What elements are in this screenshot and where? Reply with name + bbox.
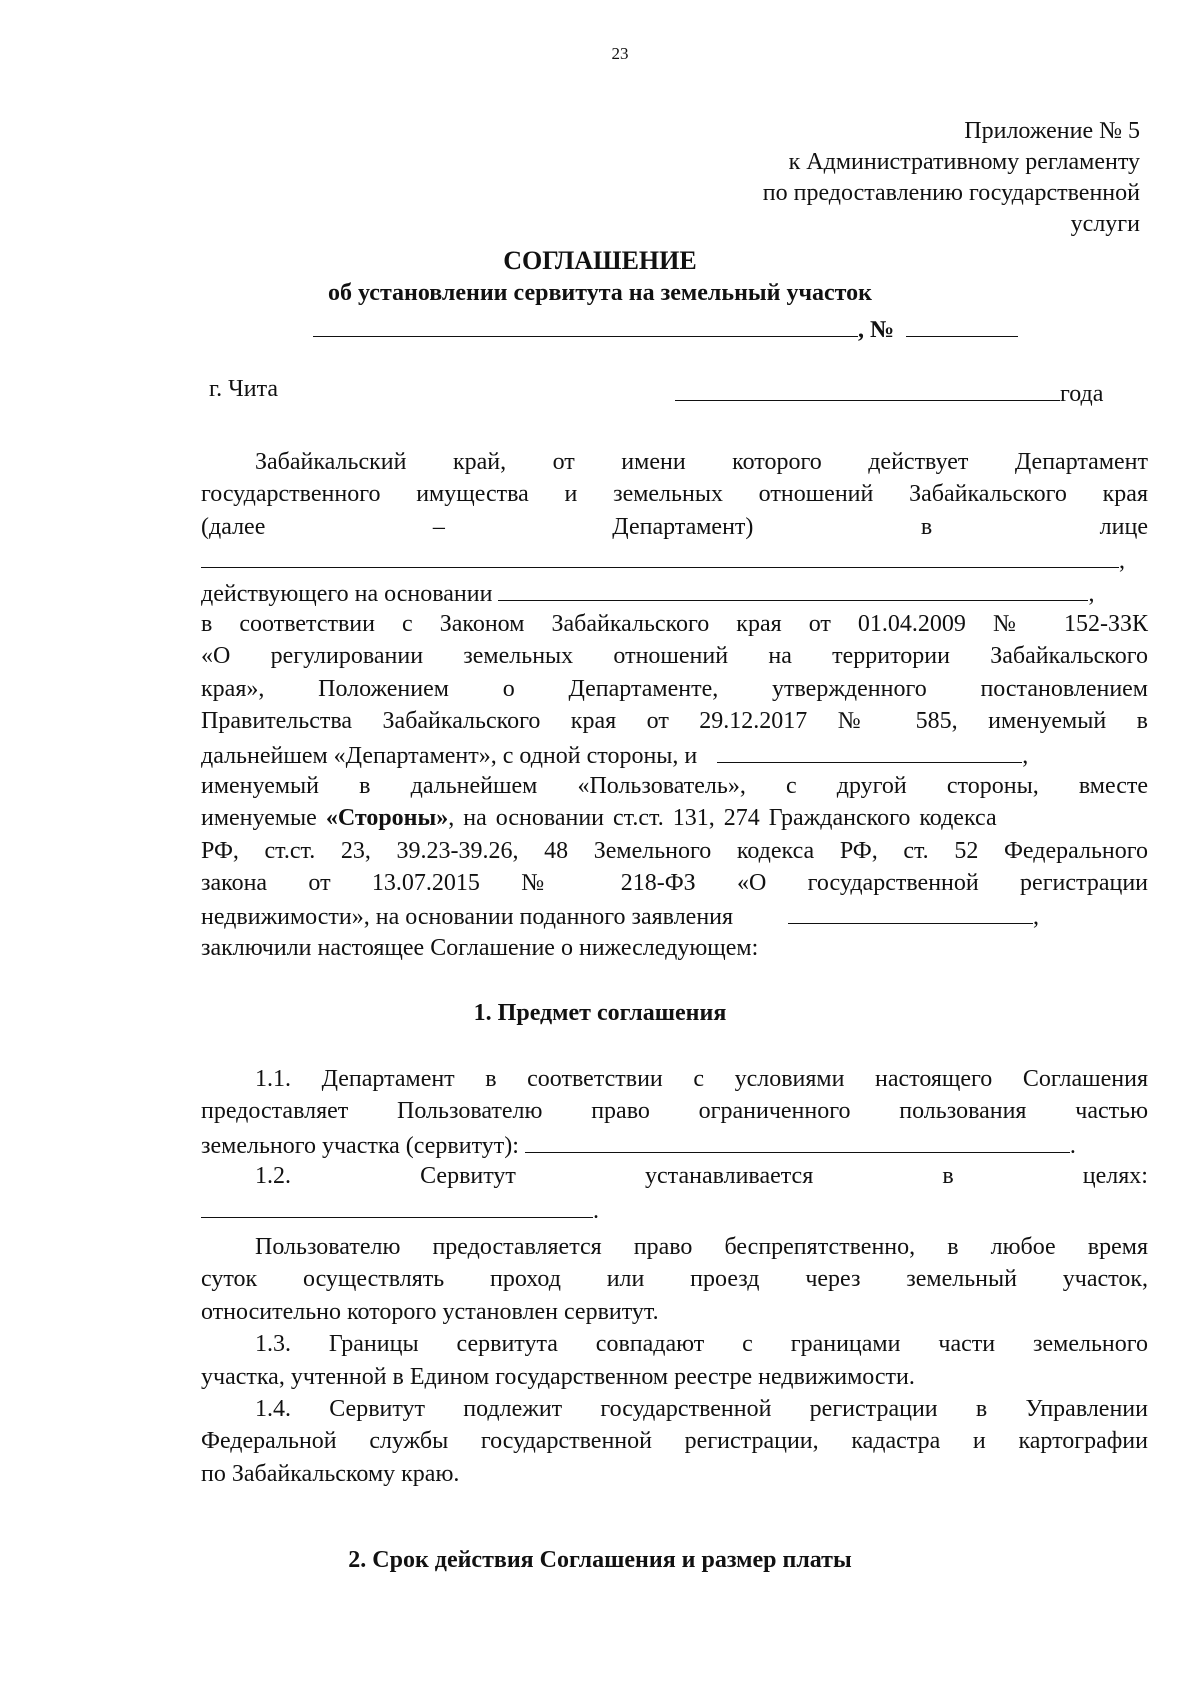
appendix-line-1: Приложение № 5 (964, 118, 1140, 144)
basis-line (201, 576, 1148, 608)
comma: , (1033, 904, 1040, 931)
clause-line: 1.3. Границы сервитута совпадают с границами части земельного (255, 1331, 1148, 1358)
document-title: СОГЛАШЕНИЕ (503, 246, 697, 275)
clause-line: относительно которого установлен сервитут. (201, 1298, 659, 1325)
preamble-line: именуемый в дальнейшем «Пользователь», с другой стороны, вместе (201, 772, 1148, 799)
word: Департамент) (612, 513, 754, 540)
preamble-line: края», Положением о Департаменте, утвержденного постановлением (201, 675, 1148, 702)
representative-blank[interactable] (201, 543, 1119, 568)
agreement-name-blank[interactable] (313, 312, 858, 337)
number-sign: , № (858, 317, 895, 343)
preamble-line: Забайкальский край, от имени которого действует Департамент (255, 449, 1148, 475)
preamble-line: Правительства Забайкальского края от 29.12.2017 № 585, именуемый в (201, 708, 1148, 735)
servitude-label: земельного участка (сервитут): (201, 1132, 519, 1159)
word: (далее (201, 513, 266, 540)
purpose-blank[interactable] (201, 1193, 593, 1218)
clause-line: Федеральной службы государственной регистрации, кадастра и картографии (201, 1428, 1148, 1455)
clause-line: суток осуществлять проход или проезд через земельный участок, (201, 1266, 1148, 1293)
application-blank[interactable] (788, 899, 1033, 924)
date-blank[interactable] (675, 376, 1060, 401)
preamble-line: в соответствии с Законом Забайкальского края от 01.04.2009 № 152-ЗЗК (201, 610, 1148, 637)
word: именуемые (201, 805, 317, 832)
section-1-heading: 1. Предмет соглашения (473, 1000, 727, 1026)
word: – (432, 513, 445, 540)
basis-label: действующего на основании (201, 580, 493, 607)
word: , на основании ст.ст. 131, 274 Гражданского кодекса (448, 805, 997, 832)
section-1-body (201, 1063, 1148, 1490)
preamble (201, 446, 1148, 964)
word: устанавливается (645, 1163, 814, 1190)
clause-line: 1.4. Сервитут подлежит государственной регистрации в Управлении (255, 1395, 1148, 1422)
representative-line (201, 543, 1148, 575)
word: в (942, 1163, 954, 1190)
servitude-blank[interactable] (525, 1128, 1070, 1153)
word: целях: (1082, 1163, 1148, 1190)
agreement-number-blank[interactable] (906, 312, 1018, 337)
preamble-line: РФ, ст.ст. 23, 39.23-39.26, 48 Земельного кодекса РФ, ст. 52 Федерального (201, 837, 1148, 864)
date-suffix: года (1060, 381, 1104, 407)
clause-line (201, 1128, 1148, 1160)
comma: , (1022, 742, 1029, 769)
purpose-line (201, 1193, 1148, 1225)
period: . (593, 1197, 599, 1224)
agreement-number-line (313, 312, 1018, 344)
city-label: г. Чита (209, 376, 279, 402)
word: в (920, 513, 933, 540)
application-line (201, 899, 1148, 931)
parties-term: «Стороны» (325, 805, 449, 832)
application-label: недвижимости», на основании поданного заявления (201, 904, 734, 931)
date-line (675, 376, 1103, 408)
user-line (201, 738, 1148, 770)
period: . (1069, 1132, 1076, 1159)
word: 1.2. (255, 1163, 291, 1190)
clause-line: Пользователю предоставляется право беспрепятственно, в любое время (255, 1233, 1148, 1260)
preamble-line: «О регулировании земельных отношений на территории Забайкальского (201, 643, 1148, 670)
comma: , (1119, 548, 1125, 575)
clause-line (201, 1160, 1148, 1192)
appendix-line-3: по предоставлению государственной (762, 180, 1140, 206)
clause-line: по Забайкальскому краю. (201, 1460, 460, 1487)
page-number: 23 (611, 44, 629, 63)
word: Сервитут (420, 1163, 516, 1190)
clause-line: 1.1. Департамент в соответствии с условиями настоящего Соглашения (255, 1066, 1148, 1092)
preamble-line: заключили настоящее Соглашение о нижеследующем: (201, 934, 759, 961)
preamble-line (201, 511, 1148, 543)
clause-line: предоставляет Пользователю право ограниченного пользования частью (201, 1098, 1148, 1125)
preamble-line: закона от 13.07.2015 № 218-ФЗ «О государственной регистрации (201, 870, 1148, 897)
basis-blank[interactable] (498, 576, 1088, 601)
appendix-line-2: к Административному регламенту (788, 149, 1140, 175)
appendix-line-4: услуги (1070, 211, 1140, 237)
preamble-line (201, 802, 1148, 834)
word: лице (1099, 513, 1148, 540)
user-blank[interactable] (717, 738, 1022, 763)
document-subtitle: об установлении сервитута на земельный участок (328, 280, 872, 306)
appendix-block (690, 116, 1140, 240)
section-2-heading: 2. Срок действия Соглашения и размер платы (348, 1547, 852, 1573)
preamble-line: государственного имущества и земельных отношений Забайкальского края (201, 481, 1148, 508)
comma: , (1088, 580, 1095, 607)
user-label: дальнейшем «Департамент», с одной стороны, и (201, 742, 698, 769)
clause-line: участка, учтенной в Едином государственном реестре недвижимости. (201, 1363, 915, 1390)
